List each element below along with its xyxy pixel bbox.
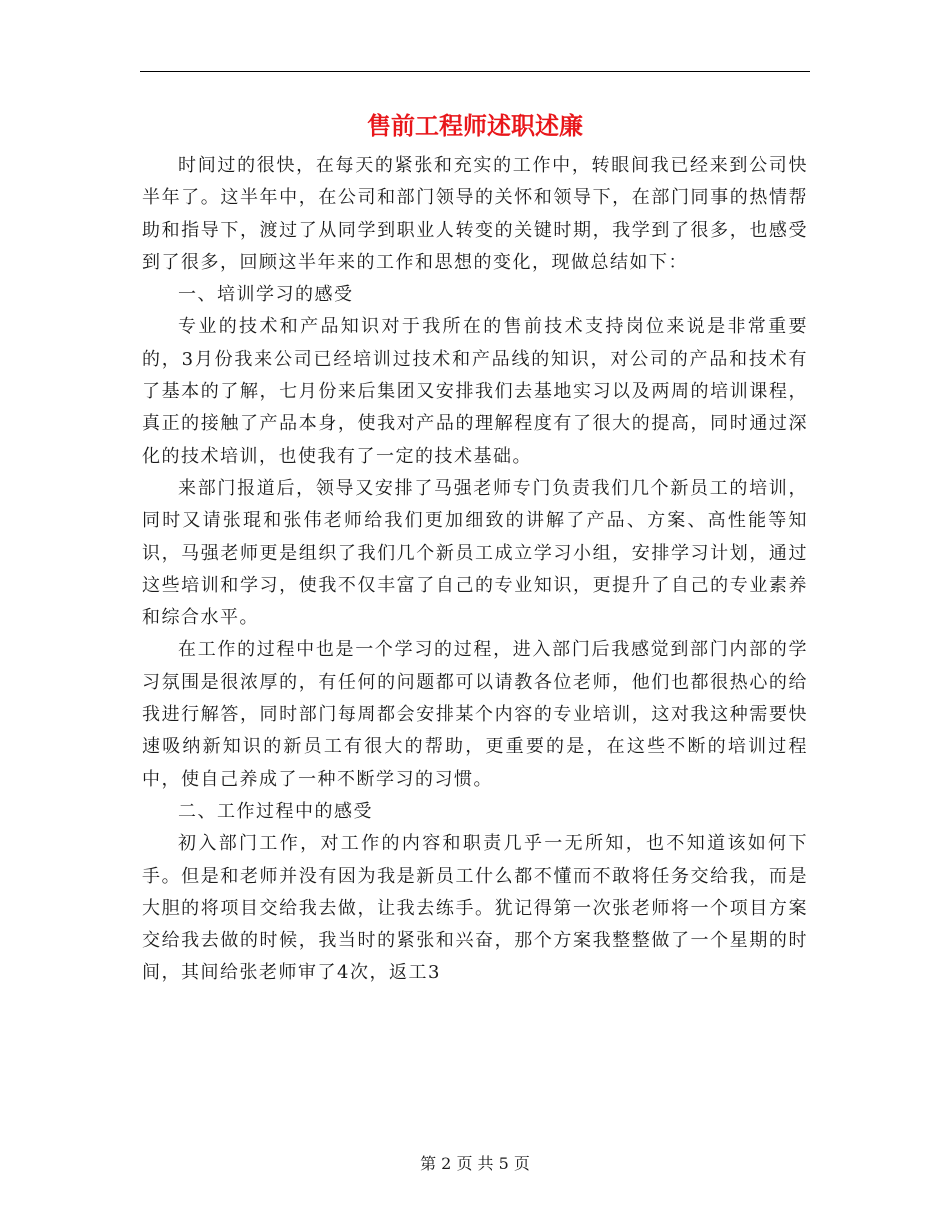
paragraph-training-1: 专业的技术和产品知识对于我所在的售前技术支持岗位来说是非常重要的，3月份我来公司已经培训过技术和产品线的知识，对公司的产品和技术有了基本的了解，七月份来后集团又安排我们去基地实习以及两周的培训课程，真正的接触了产品本身，使我对产品的理解程度有了很大的提高，同时通过深化的技术培训，也使我有了一定的技术基础。 <box>142 316 808 467</box>
section-heading-training: 一、培训学习的感受 <box>178 284 354 306</box>
header-rule <box>140 71 810 72</box>
paragraph-intro: 时间过的很快，在每天的紧张和充实的工作中，转眼间我已经来到公司快半年了。这半年中，在公司和部门领导的关怀和领导下，在部门同事的热情帮助和指导下，渡过了从同学到职业人转变的关键时期，我学到了很多，也感受到了很多，回顾这半年来的工作和思想的变化，现做总结如下： <box>142 155 808 273</box>
document-body <box>142 150 808 990</box>
paragraph-work-1: 初入部门工作，对工作的内容和职责几乎一无所知，也不知道该如何下手。但是和老师并没有因为我是新员工什么都不懂而不敢将任务交给我，而是大胆的将项目交给我去做，让我去练手。犹记得第一次张老师将一个项目方案交给我去做的时候，我当时的紧张和兴奋，那个方案我整整做了一个星期的时间，其间给张老师审了4次，返工3 <box>142 833 808 984</box>
document-title: 售前工程师述职述廉 <box>367 111 583 140</box>
paragraph-training-2: 来部门报道后，领导又安排了马强老师专门负责我们几个新员工的培训，同时又请张琨和张伟老师给我们更加细致的讲解了产品、方案、高性能等知识，马强老师更是组织了我们几个新员工成立学习小组，安排学习计划，通过这些培训和学习，使我不仅丰富了自己的专业知识，更提升了自己的专业素养和综合水平。 <box>142 477 808 629</box>
section-heading-work: 二、工作过程中的感受 <box>178 800 373 822</box>
page-footer: 第 2 页 共 5 页 <box>420 1154 530 1173</box>
paragraph-training-3: 在工作的过程中也是一个学习的过程，进入部门后我感觉到部门内部的学习氛围是很浓厚的，有任何的问题都可以请教各位老师，他们也都很热心的给我进行解答，同时部门每周都会安排某个内容的专业培训，这对我这种需要快速吸纳新知识的新员工有很大的帮助，更重要的是，在这些不断的培训过程中，使自己养成了一种不断学习的习惯。 <box>142 639 808 790</box>
